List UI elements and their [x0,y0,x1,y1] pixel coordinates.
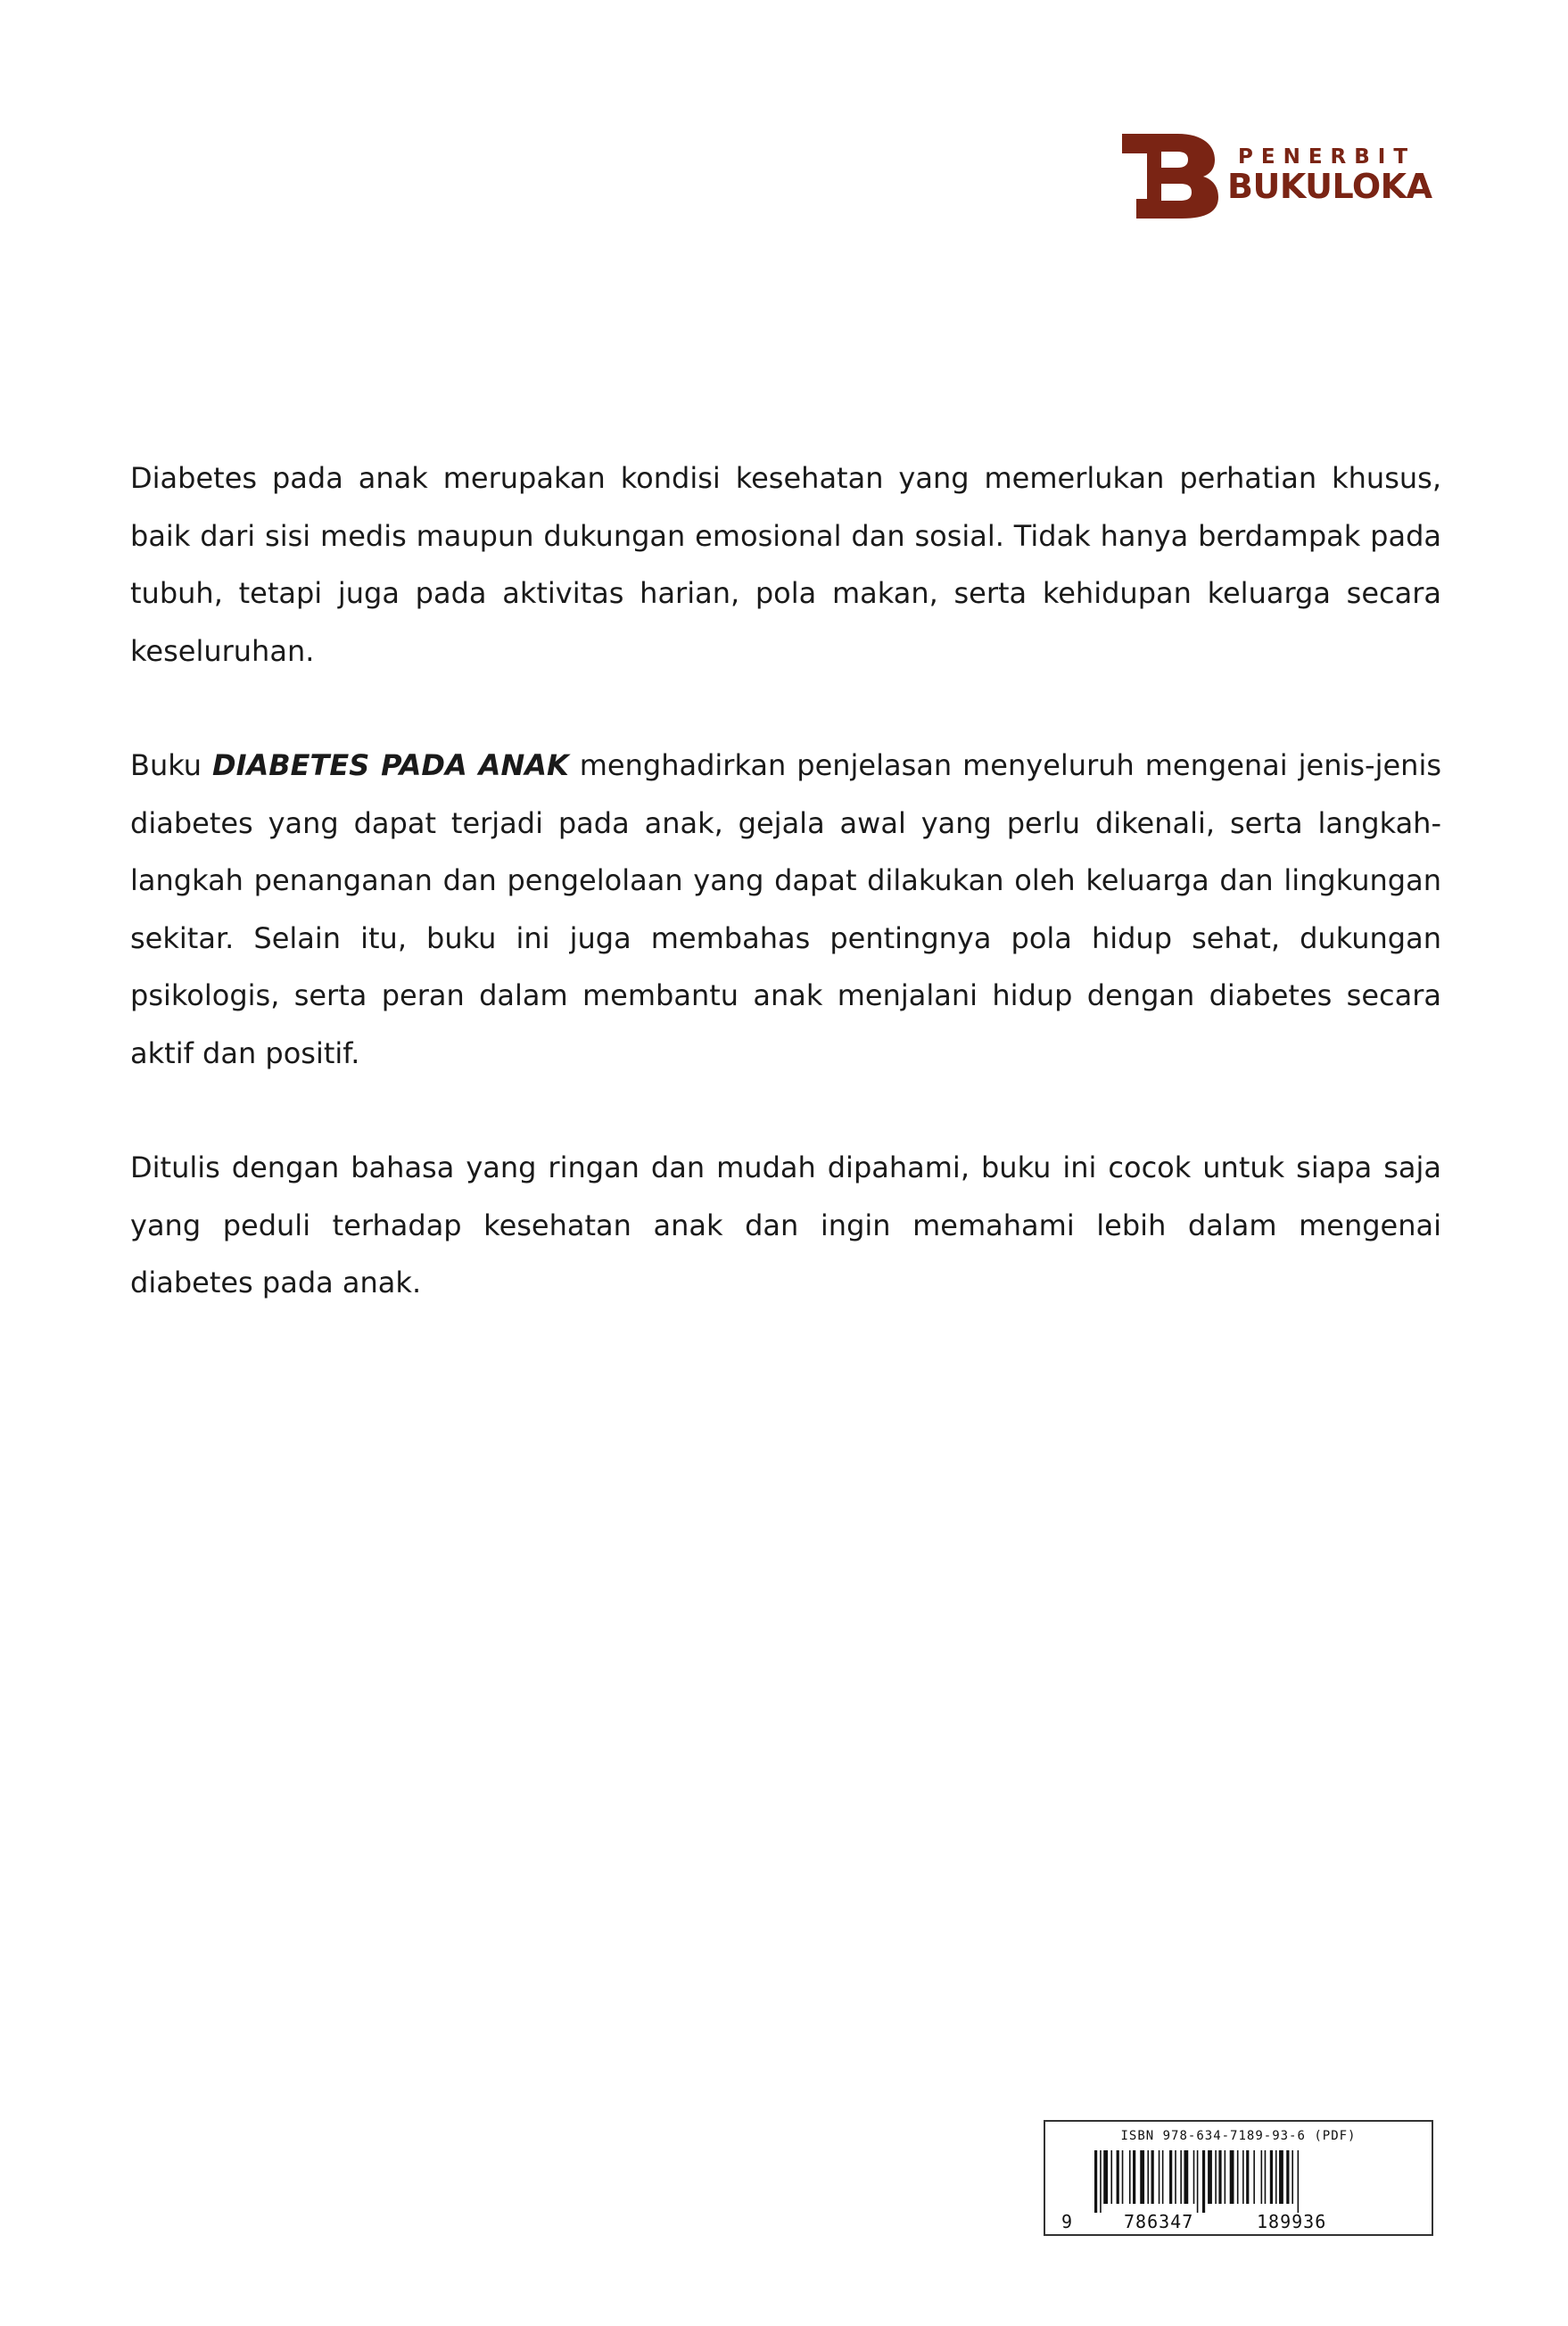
book-title-emphasis: DIABETES PADA ANAK [212,748,569,782]
publisher-label-small: PENERBIT [1238,145,1416,169]
blurb-paragraph-1: Diabetes pada anak merupakan kondisi kesehatan yang memerlukan perhatian khusus, baik dari sisi medis maupun dukungan emosional dan sosial. Tidak hanya berdampak pada tubuh, tetapi juga pada aktivitas harian, pola makan, serta kehidupan keluarga secara keseluruhan. [130,461,1441,668]
publisher-b-mark-icon [1122,134,1218,219]
barcode-icon [1094,2150,1371,2213]
blurb-paragraph-3: Ditulis dengan bahasa yang ringan dan mudah dipahami, buku ini cocok untuk siapa saja yang peduli terhadap kesehatan anak dan ingin memahami lebih dalam mengenai diabetes pada anak. [130,1151,1441,1299]
back-cover-blurb [130,450,1441,1369]
isbn-label: ISBN 978-634-7189-93-6 (PDF) [1120,2129,1357,2143]
blurb-paragraph-2 [130,737,1441,1082]
publisher-logo [1122,134,1443,219]
paragraph-prefix: Buku [130,748,213,782]
publisher-name: BUKULOKA [1227,167,1432,206]
isbn-barcode-box [1044,2120,1433,2236]
barcode-digits-right: 189936 [1257,2211,1327,2232]
barcode-digit-first: 9 [1061,2211,1073,2232]
barcode-digits-left: 786347 [1124,2211,1194,2232]
paragraph-suffix: menghadirkan penjelasan menyeluruh mengenai jenis-jenis diabetes yang dapat terjadi pada anak, gejala awal yang perlu dikenali, serta langkah-langkah penanganan dan pengelolaan yang dapat dilakukan oleh keluarga dan lingkungan sekitar. Selain itu, buku ini juga membahas pentingnya pola hidup sehat, dukungan psikologis, serta peran dalam membantu anak menjalani hidup dengan diabetes secara aktif dan positif. [130,748,1442,1070]
